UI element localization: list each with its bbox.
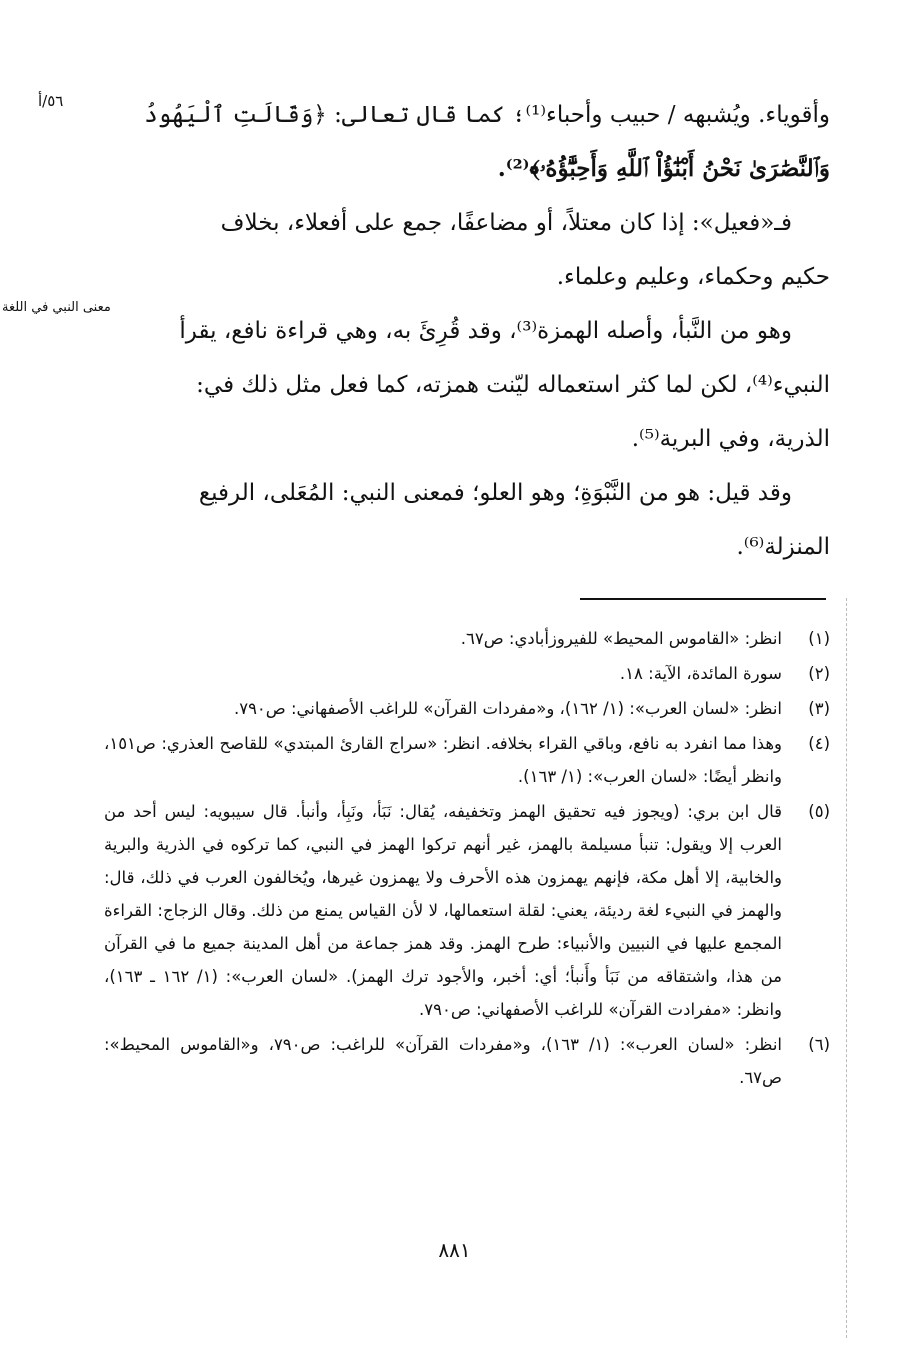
text-line: وقد قيل: هو من النَّبْوَةِ؛ وهو العلو؛ فمعنى النبي: المُعَلى، الرفيع bbox=[198, 480, 792, 506]
topic-margin-note: معنى النبي في اللغة bbox=[2, 300, 111, 315]
footnote-6 bbox=[104, 1028, 830, 1094]
text-line: الذرية، وفي البرية⁽⁵⁾. bbox=[631, 426, 830, 452]
text-line: وهو من النَّبأ، وأصله الهمزة⁽³⁾، وقد قُرِئَ به، وهي قراءة نافع، يقرأ bbox=[179, 318, 792, 344]
footnote-2 bbox=[104, 657, 830, 690]
footnote-text: سورة المائدة، الآية: ١٨. bbox=[619, 664, 782, 683]
footnote-number: (٣) bbox=[808, 699, 830, 718]
footnote-3 bbox=[104, 692, 830, 725]
footnote-number: (٢) bbox=[808, 664, 830, 683]
text-line: حكيم وحكماء، وعليم وعلماء. bbox=[556, 264, 830, 290]
footnote-text: انظر: «لسان العرب»: (١/ ١٦٢)، و«مفردات القرآن» للراغب الأصفهاني: ص٧٩٠. bbox=[233, 699, 782, 718]
footnote-separator bbox=[580, 598, 826, 600]
text-line: المنزلة⁽⁶⁾. bbox=[736, 534, 830, 560]
footnote-number: (٤) bbox=[808, 734, 830, 753]
text-line: النبيء⁽⁴⁾، لكن لما كثر استعماله ليّنت همزته، كما فعل مثل ذلك في: bbox=[196, 372, 830, 398]
footnote-text: قال ابن بري: (ويجوز فيه تحقيق الهمز وتخفيفه، يُقال: نَبَأ، ونَبِأ، وأنبأ. قال سيبويه: ليس أحد من العرب إلا ويقول: تنبأ مسيلمة بالهمز، غير أنهم تركوا الهمز في النبي، كما تركوه في الذرية والبرية والخابية، إلا أهل مكة، فإنهم يهمزون هذه الأحرف ولا يهمزون غيرها، ويُخالفون العرب في ذلك، قال: والهمز في النبيء لغة رديئة، يعني: لقلة استعمالها، لا لأن القياس يمنع من ذلك. وقال الزجاج: القراءة المجمع عليها في النبيين والأنبياء: طرح الهمز. وقد همز جماعة من أهل المدينة جميع ما في القرآن من هذا، واشتقاقه من نَبَأ وأَنبأ؛ أي: أخبر، والأجود ترك الهمز). «لسان العرب»: (١/ ١٦٢ ـ ١٦٣)، وانظر: «مفرادت القرآن» للراغب الأصفهاني: ص٧٩٠. bbox=[104, 802, 782, 1019]
footnote-number: (٦) bbox=[808, 1035, 830, 1054]
footnote-number: (١) bbox=[808, 629, 830, 648]
footnote-1 bbox=[104, 622, 830, 655]
page-edge-line bbox=[846, 598, 847, 1338]
main-text bbox=[100, 88, 830, 574]
footnotes bbox=[104, 622, 830, 1096]
footnote-4 bbox=[104, 727, 830, 793]
text-line: وأقوياء. ويُشبهه / حبيب وأحباء⁽¹⁾؛ كما قال تعالى: ﴿وَقَالَتِ ٱلْيَهُودُ bbox=[144, 102, 830, 128]
quran-verse-line: وَٱلنَّصَٰرَىٰ نَحْنُ أَبْنَٰٓؤُاْ ٱللَّهِ وَأَحِبَّٰٓؤُهُۥ﴾⁽²⁾. bbox=[497, 155, 830, 182]
footnote-text: انظر: «لسان العرب»: (١/ ١٦٣)، و«مفردات القرآن» للراغب: ص٧٩٠، و«القاموس المحيط»: ص٦٧. bbox=[104, 1035, 782, 1087]
text-line: فـ«فعيل»: إذا كان معتلاً، أو مضاعفًا، جمع على أفعلاء، بخلاف bbox=[220, 210, 792, 236]
footnote-number: (٥) bbox=[808, 802, 830, 821]
folio-marker: ٥٦/أ bbox=[38, 92, 64, 110]
footnote-5 bbox=[104, 795, 830, 1026]
page-number: ٨٨١ bbox=[438, 1238, 471, 1262]
footnote-text: انظر: «القاموس المحيط» للفيروزأبادي: ص٦٧. bbox=[460, 629, 782, 648]
footnote-text: وهذا مما انفرد به نافع، وباقي القراء بخلافه. انظر: «سراج القارئ المبتدي» للقاصح العذري: ص١٥١، وانظر أيضًا: «لسان العرب»: (١/ ١٦٣). bbox=[104, 734, 782, 786]
